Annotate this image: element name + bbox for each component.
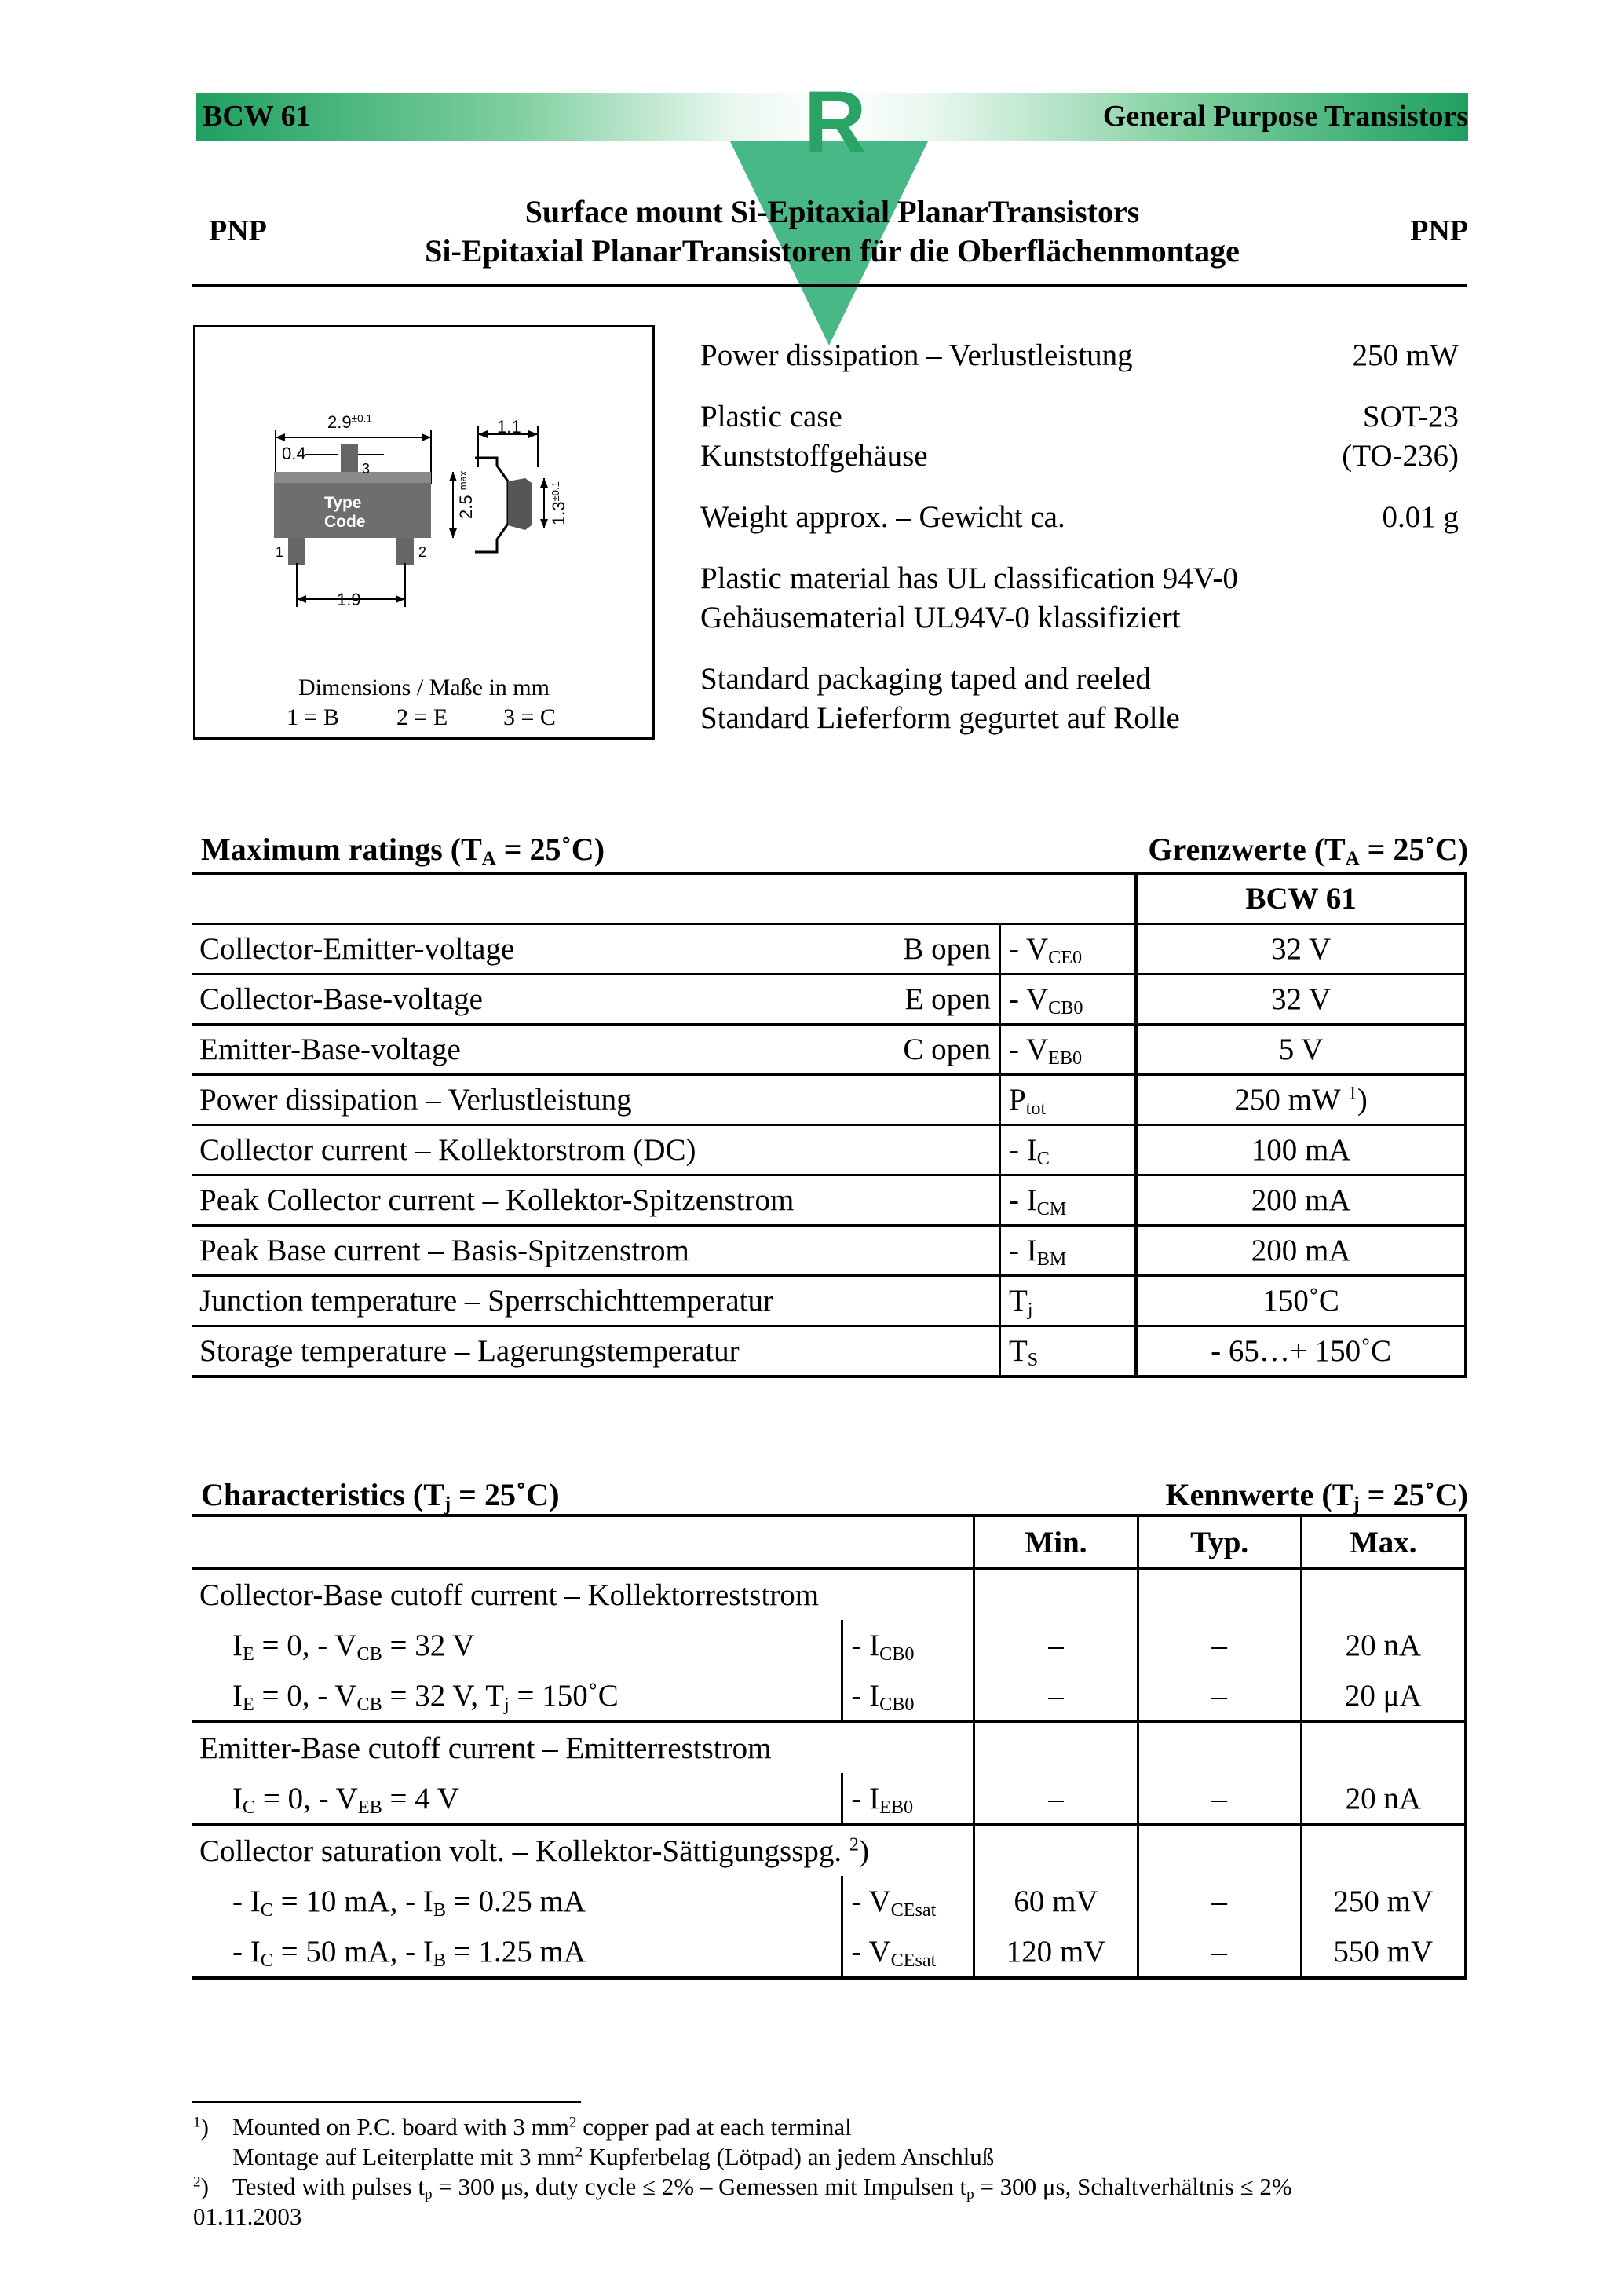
test-condition: $I_C = 0$, - $V_{EB} = 4$ V (192, 1773, 842, 1825)
characteristics-table (192, 1514, 1467, 1980)
dim-width-tolerance: ±0.1 (351, 412, 373, 425)
group-title: Collector saturation volt. – Kollektor-Sättigungsspg. $^2$) (199, 1834, 869, 1868)
characteristic-group-title (192, 1825, 1466, 1877)
symbol-sub: tot (1025, 1098, 1047, 1120)
blank (974, 1722, 1138, 1774)
symbol-text: - V (1008, 982, 1049, 1016)
param-value (1136, 1276, 1465, 1326)
max-rating-row (192, 924, 1466, 974)
symbol-sub: CEsat (890, 1899, 937, 1921)
symbol-text: - I (851, 1781, 880, 1815)
characteristic-row (192, 1670, 1466, 1722)
symbol-sub: EB0 (879, 1796, 914, 1818)
param-name (192, 1226, 867, 1276)
char-symbol (842, 1876, 974, 1926)
test-condition: - $I_C = 10$ mA, - $I_B = 0.25$ mA (232, 1884, 586, 1921)
param-symbol (999, 1075, 1136, 1125)
characteristics-condition-de: 25˚C (1393, 1477, 1458, 1512)
value-text: 200 mA (1251, 1183, 1351, 1217)
title-line-1: Surface mount Si-Epitaxial PlanarTransistors (524, 194, 1140, 229)
blank (1138, 1569, 1301, 1621)
characteristics-condition: 25˚C (484, 1477, 550, 1512)
col-max: Max. (1301, 1515, 1465, 1569)
polarity-left: PNP (209, 214, 267, 247)
value-max: 20 μA (1301, 1670, 1465, 1722)
dim-width-value: 2.9 (327, 412, 352, 432)
value-typ: – (1138, 1926, 1301, 1978)
characteristic-row (192, 1876, 1466, 1926)
pin-1-label: 1 (276, 544, 284, 560)
value-typ: – (1138, 1620, 1301, 1670)
param-name (192, 1125, 867, 1175)
spec-packaging-label-de: Standard Lieferform gegurtet auf Rolle (700, 701, 1180, 735)
param-value (1136, 1326, 1465, 1377)
value-text: 32 V (1270, 982, 1332, 1016)
max-ratings-header (192, 873, 1466, 924)
group-title-text: Collector-Base cutoff current – Kollektorreststrom (199, 1578, 820, 1612)
param-value (1136, 1125, 1465, 1175)
characteristics-header (192, 1515, 1466, 1569)
symbol-text: - V (851, 1934, 891, 1969)
value-text: 5 V (1278, 1033, 1324, 1066)
param-symbol (999, 1025, 1136, 1075)
symbol-sub: CB0 (879, 1643, 915, 1665)
pin-caption-2: 2 = E (396, 704, 448, 730)
param-text: Collector-Emitter-voltage (199, 932, 515, 966)
max-ratings-title-de-text: Grenzwerte (1148, 832, 1306, 867)
max-ratings-condition-de: 25˚C (1393, 832, 1458, 867)
marking-line-2: Code (324, 513, 366, 531)
group-title (192, 1569, 974, 1621)
param-text: Power dissipation – Verlustleistung (199, 1083, 632, 1117)
param-symbol (999, 924, 1136, 974)
dim-height-value: 2.5 (456, 495, 476, 519)
symbol-sub: BM (1036, 1249, 1067, 1270)
max-rating-row (192, 1276, 1466, 1326)
symbol-text: T (1008, 1284, 1028, 1318)
fn2-text: Tested with pulses (232, 2173, 412, 2200)
max-ratings-title: Maximum ratings ($T_A$ = 25˚C) (201, 832, 605, 870)
symbol-sub: CB0 (879, 1693, 915, 1715)
test-condition: $I_E = 0$, - $V_{CB} = 32$ V, $T_j$ = 150˚C (192, 1670, 842, 1722)
footnote-2-marker: $^2$) (193, 2173, 209, 2200)
spec-weight-value: 0.01 g (1382, 500, 1459, 534)
footnote-2: Tested with pulses $t_p = 300$ μs, duty cycle ≤ 2% – Gemessen mit Impulsen $t_p = 300$ μs, Schaltverhältnis ≤ 2% (232, 2173, 1292, 2203)
value-min: – (974, 1620, 1138, 1670)
package-drawing (193, 325, 655, 740)
param-value (1136, 1226, 1465, 1276)
param-name (192, 1175, 867, 1226)
param-symbol (999, 974, 1136, 1025)
symbol-sub: EB0 (1048, 1047, 1083, 1069)
header-blank (192, 873, 1136, 924)
brand-logo: R (804, 74, 867, 170)
param-condition (867, 1175, 1000, 1226)
symbol-text: - I (1008, 1234, 1037, 1267)
param-value (1136, 924, 1465, 974)
max-rating-row (192, 1226, 1466, 1276)
param-condition (867, 1075, 1000, 1125)
fn1-l2-text: Montage auf Leiterplatte mit 3 mm (232, 2143, 575, 2170)
group-title-text: Collector saturation volt. – Kollektor-Sättigungsspg. (199, 1834, 842, 1868)
max-ratings-title-en: Maximum ratings (201, 832, 443, 867)
param-value (1136, 1175, 1465, 1226)
param-value (1136, 1075, 1465, 1125)
dim-side-tolerance: ±0.1 (549, 481, 561, 502)
param-symbol (999, 1125, 1136, 1175)
test-condition: - $I_C = 50$ mA, - $I_B = 1.25$ mA (192, 1926, 842, 1978)
marking-line-1: Type (324, 494, 362, 512)
param-symbol (999, 1175, 1136, 1226)
param-condition: E open (867, 974, 1000, 1025)
value-min: 120 mV (974, 1926, 1138, 1978)
symbol-sub: C (1036, 1148, 1050, 1170)
value-min: – (974, 1670, 1138, 1722)
spec-case-value: SOT-23 (1362, 400, 1459, 433)
param-symbol (999, 1326, 1136, 1377)
spec-case-label: Plastic case (700, 400, 842, 433)
value-min: 60 mV (974, 1876, 1138, 1926)
param-condition (867, 1226, 1000, 1276)
symbol-text: - V (851, 1884, 891, 1918)
param-condition (867, 1276, 1000, 1326)
value-text: - 65…+ 150˚C (1211, 1334, 1392, 1368)
dim-pad: 0.4 (282, 444, 306, 463)
spec-weight-label: Weight approx. – Gewicht ca. (700, 500, 1065, 534)
fn1-l1-end: copper pad at each terminal (583, 2113, 852, 2141)
spec-case-label-de: Kunststoffgehäuse (700, 439, 928, 473)
symbol-sub: S (1027, 1349, 1039, 1371)
blank (1301, 1569, 1465, 1621)
group-title (192, 1722, 974, 1774)
footnote-1-marker: $^1$) (193, 2113, 209, 2141)
value-typ: – (1138, 1773, 1301, 1825)
col-typ: Typ. (1138, 1515, 1301, 1569)
blank (1138, 1825, 1301, 1877)
value-max: 550 mV (1301, 1926, 1465, 1978)
footnote-1-line-2: Montage auf Leiterplatte mit 3 $mm^2$ Kupferbelag (Lötpad) an jedem Anschluß (232, 2143, 995, 2170)
symbol-text: - V (1008, 1033, 1049, 1066)
symbol-text: - I (1008, 1183, 1037, 1217)
value-note-close: ) (1357, 1083, 1368, 1117)
blank (1301, 1825, 1465, 1877)
param-text: Junction temperature – Sperrschichttemperatur (199, 1284, 773, 1318)
max-rating-row (192, 1326, 1466, 1377)
footnote-1-line-1: Mounted on P.C. board with 3 $mm^2$ copper pad at each terminal (232, 2113, 852, 2141)
param-text: Peak Collector current – Kollektor-Spitzenstrom (199, 1183, 795, 1217)
value-min: – (974, 1773, 1138, 1825)
dim-pin-spacing: 1.9 (337, 590, 361, 609)
group-note: 2 (849, 1834, 859, 1855)
param-name (192, 1276, 867, 1326)
value-max: 20 nA (1301, 1773, 1465, 1825)
symbol-sub: CM (1036, 1198, 1067, 1220)
characteristic-row (192, 1926, 1466, 1978)
value-typ: – (1138, 1670, 1301, 1722)
param-value (1136, 974, 1465, 1025)
polarity-right: PNP (1410, 214, 1468, 247)
max-ratings-condition: 25˚C (529, 832, 594, 867)
value-typ: – (1138, 1876, 1301, 1926)
dim-side (549, 481, 569, 525)
max-ratings-table (192, 872, 1467, 1378)
dim-height-max: max (456, 470, 469, 491)
max-rating-row (192, 1175, 1466, 1226)
param-name (192, 1326, 867, 1377)
pin-caption-1: 1 = B (287, 704, 339, 730)
value-text: 100 mA (1251, 1133, 1351, 1167)
param-name (192, 974, 867, 1025)
blank (974, 1569, 1138, 1621)
header-blank (192, 1515, 974, 1569)
param-text: Storage temperature – Lagerungstemperatur (199, 1334, 740, 1368)
spec-packaging-label: Standard packaging taped and reeled (700, 662, 1151, 696)
fn1-l1-text: Mounted on P.C. board with 3 mm (232, 2113, 569, 2141)
symbol-sub: j (1027, 1299, 1033, 1321)
param-text: Emitter-Base-voltage (199, 1033, 461, 1066)
max-rating-row (192, 1025, 1466, 1075)
value-text: 32 V (1270, 932, 1332, 966)
blank (974, 1825, 1138, 1877)
pin-3-label: 3 (362, 461, 371, 477)
dim-side-top: 1.1 (497, 417, 521, 437)
symbol-sub: CB0 (1048, 997, 1083, 1019)
category-title: General Purpose Transistors (1102, 100, 1468, 133)
spec-ul-label-de: Gehäusematerial UL94V-0 klassifiziert (700, 601, 1181, 634)
fn2-a: = 300 μs, duty cycle ≤ 2% – Gemessen mit Impulsen (438, 2173, 954, 2200)
symbol-text: P (1008, 1083, 1026, 1117)
value-text: 250 mW (1234, 1083, 1341, 1117)
dim-side-value: 1.3 (549, 501, 568, 525)
characteristics-title: Characteristics ($T_j$ = 25˚C) (201, 1477, 560, 1515)
max-rating-row (192, 1125, 1466, 1175)
title-line-2: Si-Epitaxial PlanarTransistoren für die Oberflächenmontage (425, 233, 1240, 269)
pin-caption-3: 3 = C (503, 704, 556, 730)
symbol-text: T (1008, 1334, 1028, 1368)
char-symbol (842, 1926, 974, 1978)
characteristic-row (192, 1620, 1466, 1670)
fn2-b: = 300 μs, Schaltverhältnis ≤ 2% (980, 2173, 1292, 2200)
test-condition: $I_E = 0$, - $V_{CB} = 32$ V (232, 1628, 475, 1665)
max-ratings-title-de: Grenzwerte ($T_A$ = 25˚C) (1148, 832, 1468, 870)
param-text: Peak Base current – Basis-Spitzenstrom (199, 1234, 689, 1267)
param-condition (867, 1326, 1000, 1377)
spec-ul-label: Plastic material has UL classification 94V-0 (700, 561, 1238, 595)
param-condition: B open (867, 924, 1000, 974)
char-symbol (842, 1773, 974, 1825)
param-text: Collector current – Kollektorstrom (DC) (199, 1133, 696, 1167)
char-symbol (842, 1620, 974, 1670)
spec-case-value-alt: (TO-236) (1342, 439, 1459, 473)
char-symbol (842, 1670, 974, 1722)
characteristic-row (192, 1773, 1466, 1825)
spec-power-label: Power dissipation – Verlustleistung (700, 338, 1133, 372)
param-name (192, 1025, 867, 1075)
value-max: 250 mV (1301, 1876, 1465, 1926)
param-name (192, 924, 867, 974)
pin-2-label: 2 (418, 544, 427, 560)
characteristics-title-en: Characteristics (201, 1477, 405, 1512)
fn1-l2-end: Kupferbelag (Lötpad) an jedem Anschluß (588, 2143, 995, 2170)
symbol-text: - I (851, 1628, 880, 1662)
part-number: BCW 61 (203, 100, 311, 133)
characteristics-title-de: Kennwerte ($T_j$ = 25˚C) (1165, 1477, 1468, 1515)
characteristic-group-title (192, 1722, 1466, 1774)
blank (1301, 1722, 1465, 1774)
max-rating-row (192, 1075, 1466, 1125)
characteristic-group-title (192, 1569, 1466, 1621)
footnote-divider (192, 2101, 581, 2103)
value-text: 200 mA (1251, 1234, 1351, 1267)
param-value (1136, 1025, 1465, 1075)
dimension-caption: Dimensions / Maße in mm (298, 675, 550, 700)
value-max: 20 nA (1301, 1620, 1465, 1670)
blank (1138, 1722, 1301, 1774)
characteristics-title-de-text: Kennwerte (1165, 1477, 1314, 1512)
param-condition (867, 1125, 1000, 1175)
spec-power-value: 250 mW (1352, 338, 1459, 372)
param-symbol (999, 1276, 1136, 1326)
symbol-text: - V (1008, 932, 1049, 966)
symbol-sub: CEsat (890, 1949, 937, 1971)
max-rating-row (192, 974, 1466, 1025)
column-part: BCW 61 (1136, 873, 1465, 924)
symbol-text: - I (851, 1678, 880, 1713)
value-note: 1 (1347, 1082, 1357, 1104)
symbol-sub: CE0 (1048, 947, 1083, 969)
param-text: Collector-Base-voltage (199, 982, 483, 1016)
param-condition: C open (867, 1025, 1000, 1075)
dim-height (456, 471, 477, 519)
symbol-text: - I (1008, 1133, 1037, 1167)
document-date: 01.11.2003 (193, 2203, 302, 2230)
value-text: 150˚C (1262, 1284, 1339, 1318)
group-title-text: Emitter-Base cutoff current – Emitterreststrom (199, 1731, 772, 1765)
col-min: Min. (974, 1515, 1138, 1569)
dim-width (327, 412, 372, 433)
title-divider (192, 284, 1467, 287)
param-name (192, 1075, 867, 1125)
param-symbol (999, 1226, 1136, 1276)
